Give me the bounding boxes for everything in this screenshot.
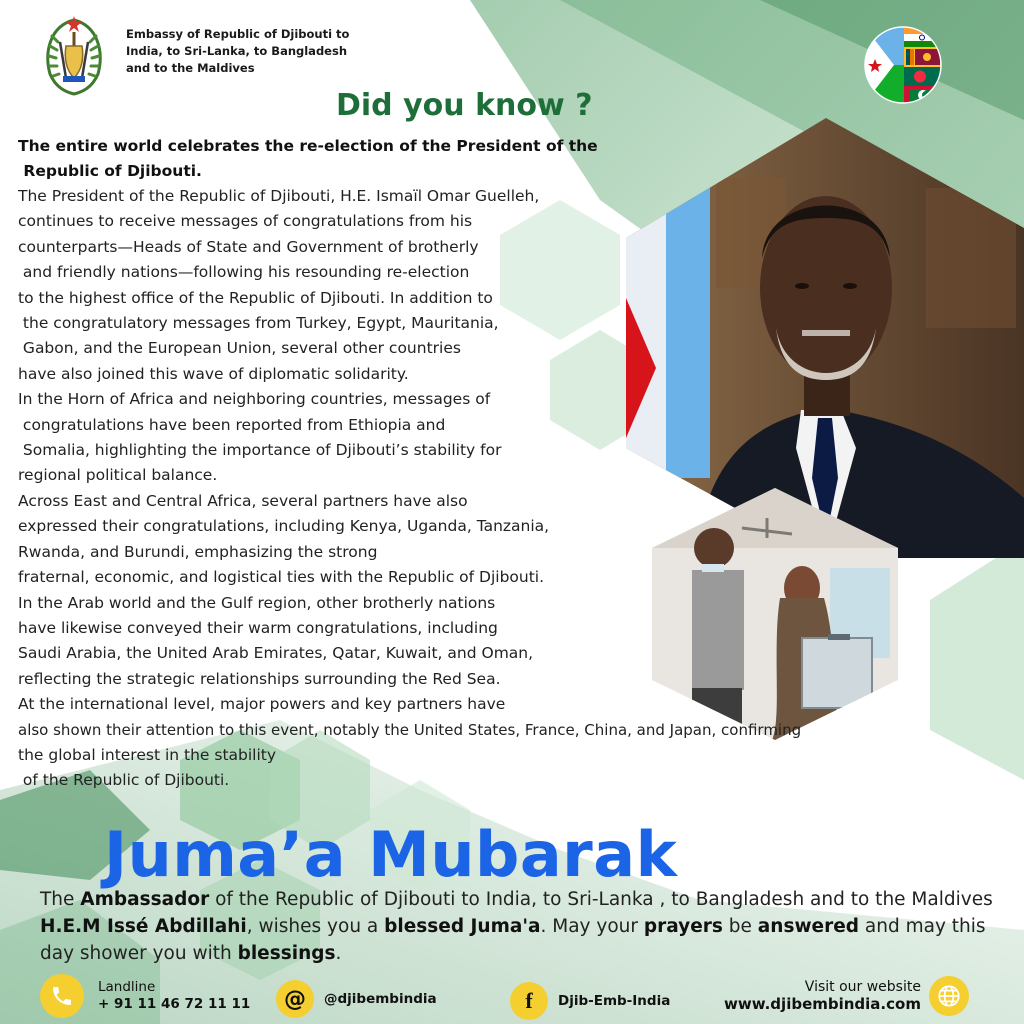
article-line: the global interest in the stability [18,745,277,764]
landline-label: Landline [98,979,156,995]
article-lead-line: Republic of Djibouti. [18,162,202,180]
globe-icon [929,976,969,1016]
article-line: to the highest office of the Republic of Djibouti. In addition to [18,288,493,307]
article-line: fraternal, economic, and logistical ties with the Republic of Djibouti. [18,568,545,587]
article-line: Across East and Central Africa, several partners have also [18,491,468,510]
article-line: have also joined this wave of diplomatic solidarity. [18,364,409,383]
article-lead-line: The entire world celebrates the re-election of the President of the [18,137,598,155]
article-line: also shown their attention to this event, notably the United States, France, China, and Japan, confirming [18,720,802,739]
jumaa-message-segment: Ambassador [80,889,210,910]
facebook-page: Djib-Emb-India [558,992,671,1009]
headline-did-you-know: Did you know ? [336,88,593,123]
embassy-name: Embassy of Republic of Djibouti to India, to Sri-Lanka, to Bangladesh and to the Maldives [126,27,350,75]
jumaa-message-segment: The [40,889,81,910]
jumaa-message-segment: . [335,943,342,964]
landline-contact[interactable] [40,974,250,1018]
article-line: Somalia, highlighting the importance of Djibouti’s stability for [18,441,502,460]
jumaa-message-segment: H.E.M Issé Abdillahi [40,916,247,937]
article-line: The President of the Republic of Djibouti, H.E. Ismaïl Omar Guelleh, [18,187,540,205]
jumaa-message-segment: of the Republic of Djibouti to India, to Sri-Lanka , to Bangladesh and to the Maldives [209,889,993,910]
website-url[interactable]: www.djibembindia.com [724,995,921,1013]
facebook-icon: f [510,982,548,1020]
article-line: In the Horn of Africa and neighboring countries, messages of [18,390,491,409]
landline-number: + 91 11 46 72 11 11 [98,996,251,1012]
social-contact[interactable] [276,980,437,1018]
article-line: Rwanda, and Burundi, emphasizing the strong [18,542,378,561]
jumaa-message-segment: blessings [237,943,336,964]
jumaa-message-segment: and may this day shower you with [40,916,986,964]
article-line: and friendly nations—following his resounding re-election [18,263,470,282]
social-handle: @djibembindia [324,990,437,1007]
djibouti-emblem-icon [36,12,112,96]
flags-emblem-icon [864,26,942,104]
article-line: congratulations have been reported from Ethiopia and [18,415,446,434]
article-line: the congratulatory messages from Turkey, Egypt, Mauritania, [18,314,499,333]
article-line: regional political balance. [18,466,218,485]
article-line: In the Arab world and the Gulf region, other brotherly nations [18,593,496,612]
jumaa-mubarak-title: Juma’a Mubarak [104,818,678,891]
jumaa-message-segment: prayers [643,916,723,937]
article-line: At the international level, major powers and key partners have [18,695,506,714]
article-line: of the Republic of Djibouti. [18,771,230,790]
article-line: expressed their congratulations, including Kenya, Uganda, Tanzania, [18,517,550,536]
article-body [18,184,801,794]
facebook-contact[interactable] [510,982,670,1020]
article-line: continues to receive messages of congratulations from his [18,212,473,231]
article-line: Saudi Arabia, the United Arab Emirates, Qatar, Kuwait, and Oman, [18,644,534,663]
website-contact[interactable] [724,976,969,1016]
article-lead [18,134,801,184]
jumaa-message-segment: . May your [540,916,644,937]
jumaa-message-segment: blessed Juma'a [384,916,541,937]
website-label: Visit our website [804,979,921,995]
article-line: Gabon, and the European Union, several other countries [18,339,461,358]
jumaa-message-segment: , wishes you a [246,916,385,937]
jumaa-message-segment: be [722,916,758,937]
article-line: reflecting the strategic relationships surrounding the Red Sea. [18,669,501,688]
article-line: have likewise conveyed their warm congratulations, including [18,618,498,637]
article-line: counterparts—Heads of State and Government of brotherly [18,237,479,256]
article [18,134,801,794]
at-sign-icon: @ [276,980,314,1018]
jumaa-message-segment: answered [757,916,860,937]
phone-icon [40,974,84,1018]
jumaa-message [40,886,1000,967]
